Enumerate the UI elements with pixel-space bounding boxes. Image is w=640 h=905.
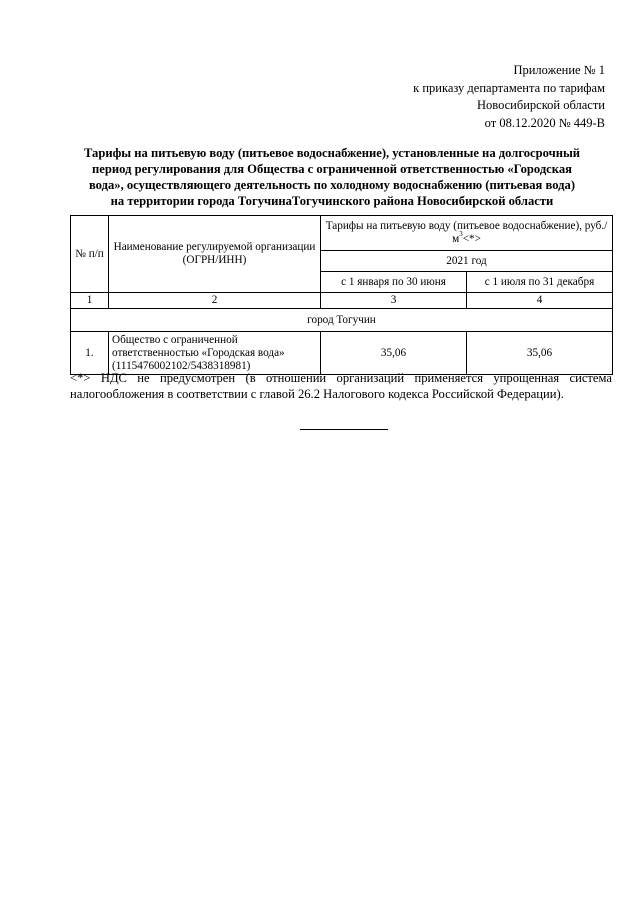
- vat-footnote: <*> НДС не предусмотрен (в отношении организаций применяется упрощённая система налогообложения в соответствии с главой 26.2 Налогового кодекса Российской Федерации).: [70, 371, 612, 401]
- header-num: № п/п: [71, 216, 109, 293]
- appendix-reference: [413, 62, 605, 132]
- header-period-2: с 1 июля по 31 декабря: [467, 272, 613, 293]
- table-city-row: [71, 309, 613, 332]
- appendix-region-line: Новосибирской области: [476, 98, 605, 112]
- closing-divider-line: [300, 429, 388, 430]
- appendix-date-line: от 08.12.2020 № 449-В: [484, 115, 605, 130]
- header-tariff-text: Тарифы на питьевую воду (питьевое водоснабжение), руб./м: [325, 220, 608, 245]
- header-year: 2021 год: [321, 251, 613, 272]
- table-row: [71, 332, 613, 375]
- header-tariff: [321, 216, 613, 251]
- index-cell-1: 1: [71, 293, 109, 309]
- header-tariff-footnote-mark: <*>: [462, 233, 481, 245]
- row-tariff-1: 35,06: [321, 332, 467, 375]
- appendix-order-line: к приказу департамента по тарифам: [413, 80, 605, 95]
- row-org-name: Общество с ограниченной ответственностью «Городская вода» (1115476002102/5438318981): [109, 332, 321, 375]
- title-line-1: Тарифы на питьевую воду (питьевое водоснабжение), установленные на долгосрочный: [83, 146, 581, 160]
- row-num: 1.: [71, 332, 109, 375]
- index-cell-3: 3: [321, 293, 467, 309]
- appendix-number: Приложение № 1: [513, 63, 605, 77]
- document-title: [62, 145, 602, 209]
- header-org-name: Наименование регулируемой организации (ОГРН/ИНН): [109, 216, 321, 293]
- city-name: город Тогучин: [71, 309, 613, 332]
- title-line-2: период регулирования для Общества с ограниченной ответственностью «Городская: [92, 162, 572, 176]
- header-period-1: с 1 января по 30 июня: [321, 272, 467, 293]
- title-line-3: вода», осуществляющего деятельность по холодному водоснабжению (питьевая вода): [88, 178, 576, 192]
- tariff-table: [70, 215, 613, 375]
- index-cell-2: 2: [109, 293, 321, 309]
- table-header-row: [71, 216, 613, 251]
- index-cell-4: 4: [467, 293, 613, 309]
- table-index-row: [71, 293, 613, 309]
- row-tariff-2: 35,06: [467, 332, 613, 375]
- header-tariff-unit-exp: 3: [459, 230, 463, 239]
- title-line-4: на территории города ТогучинаТогучинского района Новосибирской области: [110, 194, 554, 208]
